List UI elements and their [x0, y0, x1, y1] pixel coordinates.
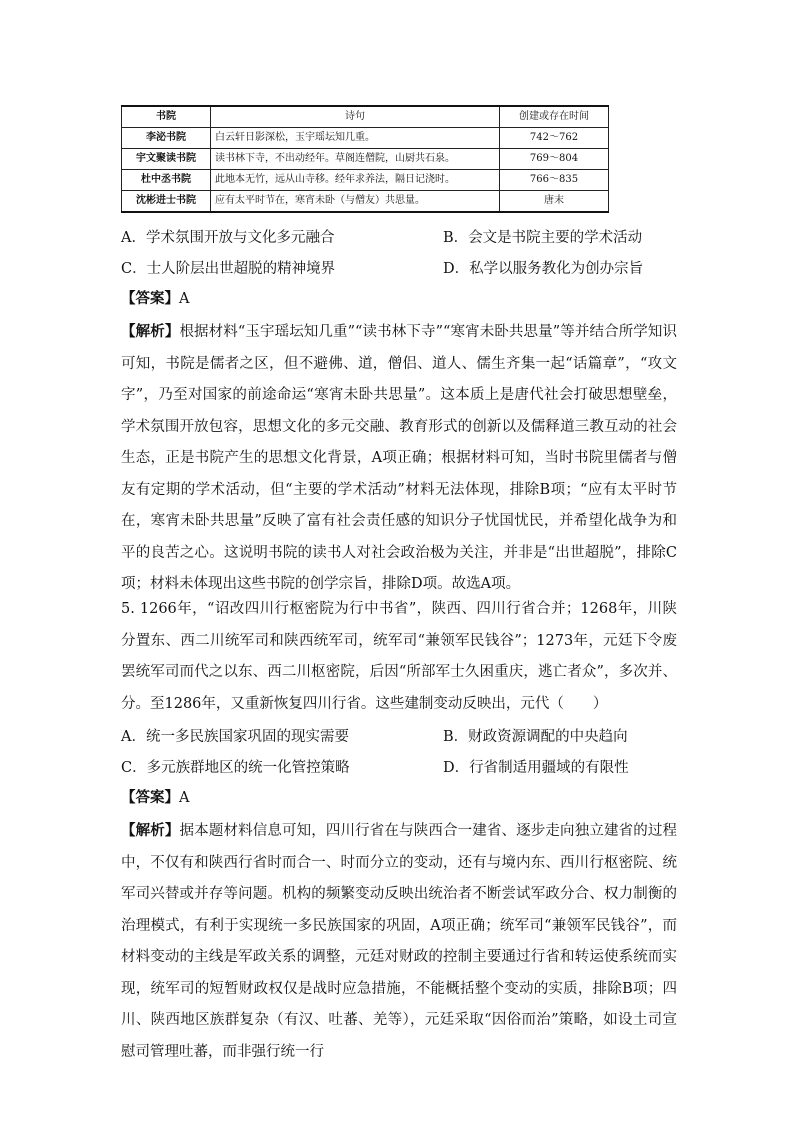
- table-header-row: [122, 106, 609, 128]
- table-row: [122, 191, 609, 213]
- table-cell: 769～804: [500, 149, 609, 170]
- analysis-label: 【解析】: [121, 323, 180, 340]
- analysis-label: 【解析】: [121, 822, 180, 839]
- q5-stem: 5. 1266年，“诏改四川行枢密院为行中书省”，陕西、四川行省合并；1268年，川陕分置东、西二川统军司和陕西统军司，统军司“兼领军民钱谷”；1273年，元廷下令废罢统军司而代之以东、西二川枢密院，后因“所部军士久困重庆，逃亡者众”，多次并、分。至1286年，又重新恢复四川行省。这些建制变动反映出，元代（ ）: [121, 601, 677, 712]
- q4-option-b: B．会文是书院主要的学术活动: [443, 230, 643, 246]
- q5-option-c: C．多元族群地区的统一化管控策略: [121, 760, 350, 776]
- q4-analysis: [121, 316, 677, 601]
- table-cell: 李泌书院: [122, 128, 211, 149]
- table-row: [122, 170, 609, 191]
- q4-answer: [121, 289, 189, 309]
- q5-answer: [121, 788, 189, 808]
- q5-option-a: A．统一多民族国家巩固的现实需要: [121, 729, 349, 745]
- table-cell: 766～835: [500, 170, 609, 191]
- analysis-text: 根据材料“玉宇瑶坛知几重”“读书林下寺”“寒宵未卧共思量”等并结合所学知识可知，书院是儒者之区，但不避佛、道，僧侣、道人、儒生齐集一起“话篇章”，“攻文字”，乃至对国家的前途命运“寒宵未卧共思量”。这本质上是唐代社会打破思想壁垒，学术氛围开放包容，思想文化的多元交融、教育形式的创新以及儒释道三教互动的社会生态，正是书院产生的思想文化背景，A项正确；根据材料可知，当时书院里儒者与僧友有定期的学术活动，但“主要的学术活动”材料无法体现，排除B项；“应有太平时节在，寒宵未卧共思量”反映了富有社会责任感的知识分子忧国忧民，并希望化战争为和平的良苦之心。这说明书院的读书人对社会政治极为关注，并非是“出世超脱”，排除C项；材料未体现出这些书院的创学宗旨，排除D项。故选A项。: [121, 324, 678, 592]
- q4-option-a: A．学术氛围开放与文化多元融合: [121, 230, 335, 246]
- table-cell: 杜中丞书院: [122, 170, 211, 191]
- table-header-cell: 书院: [122, 106, 211, 128]
- q4-option-c: C．士人阶层出世超脱的精神境界: [121, 261, 336, 277]
- table-header-cell: 创建或存在时间: [500, 106, 609, 128]
- q5-analysis: [121, 815, 677, 1063]
- table-row: [122, 149, 609, 170]
- table-row: [122, 128, 609, 149]
- answer-label: 【答案】: [121, 789, 179, 806]
- q5-option-d: D．行省制适用疆域的有限性: [443, 760, 629, 776]
- table-cell: 白云轩日影深松，玉宇瑶坛知几重。: [211, 128, 500, 149]
- table-header-cell: 诗句: [211, 106, 500, 128]
- answer-value: A: [179, 291, 190, 307]
- table-cell: 读书林下寺，不出动经年。草阁连僧院，山厨共石泉。: [211, 149, 500, 170]
- table-cell: 此地本无竹，远从山寺移。经年求养法，隔日记浇时。: [211, 170, 500, 191]
- academy-poem-table: [121, 105, 609, 213]
- table-cell: 742～762: [500, 128, 609, 149]
- table-cell: 应有太平时节在，寒宵未卧（与僧友）共思量。: [211, 191, 500, 213]
- table-cell: 沈彬进士书院: [122, 191, 211, 213]
- table-cell: 唐末: [500, 191, 609, 213]
- answer-value: A: [179, 790, 190, 806]
- table-cell: 宇文聚读书院: [122, 149, 211, 170]
- q5-option-b: B．财政资源调配的中央趋向: [443, 729, 628, 745]
- analysis-text: 据本题材料信息可知，四川行省在与陕西合一建省、逐步走向独立建省的过程中，不仅有和陕西行省时而合一、时而分立的变动，还有与境内东、西川行枢密院、统军司兴替或并存等问题。机构的频繁变动反映出统治者不断尝试军政分合、权力制衡的治理模式，有利于实现统一多民族国家的巩固，A项正确；统军司“兼领军民钱谷”，而材料变动的主线是军政关系的调整，元廷对财政的控制主要通过行省和转运使系统而实现，统军司的短暂财政权仅是战时应急措施，不能概括整个变动的实质，排除B项；四川、陕西地区族群复杂（有汉、吐蕃、羌等），元廷采取“因俗而治”策略，如设土司宣慰司管理吐蕃，而非强行统一行: [121, 823, 677, 1060]
- q4-option-d: D．私学以服务教化为创办宗旨: [443, 261, 644, 277]
- answer-label: 【答案】: [121, 290, 179, 307]
